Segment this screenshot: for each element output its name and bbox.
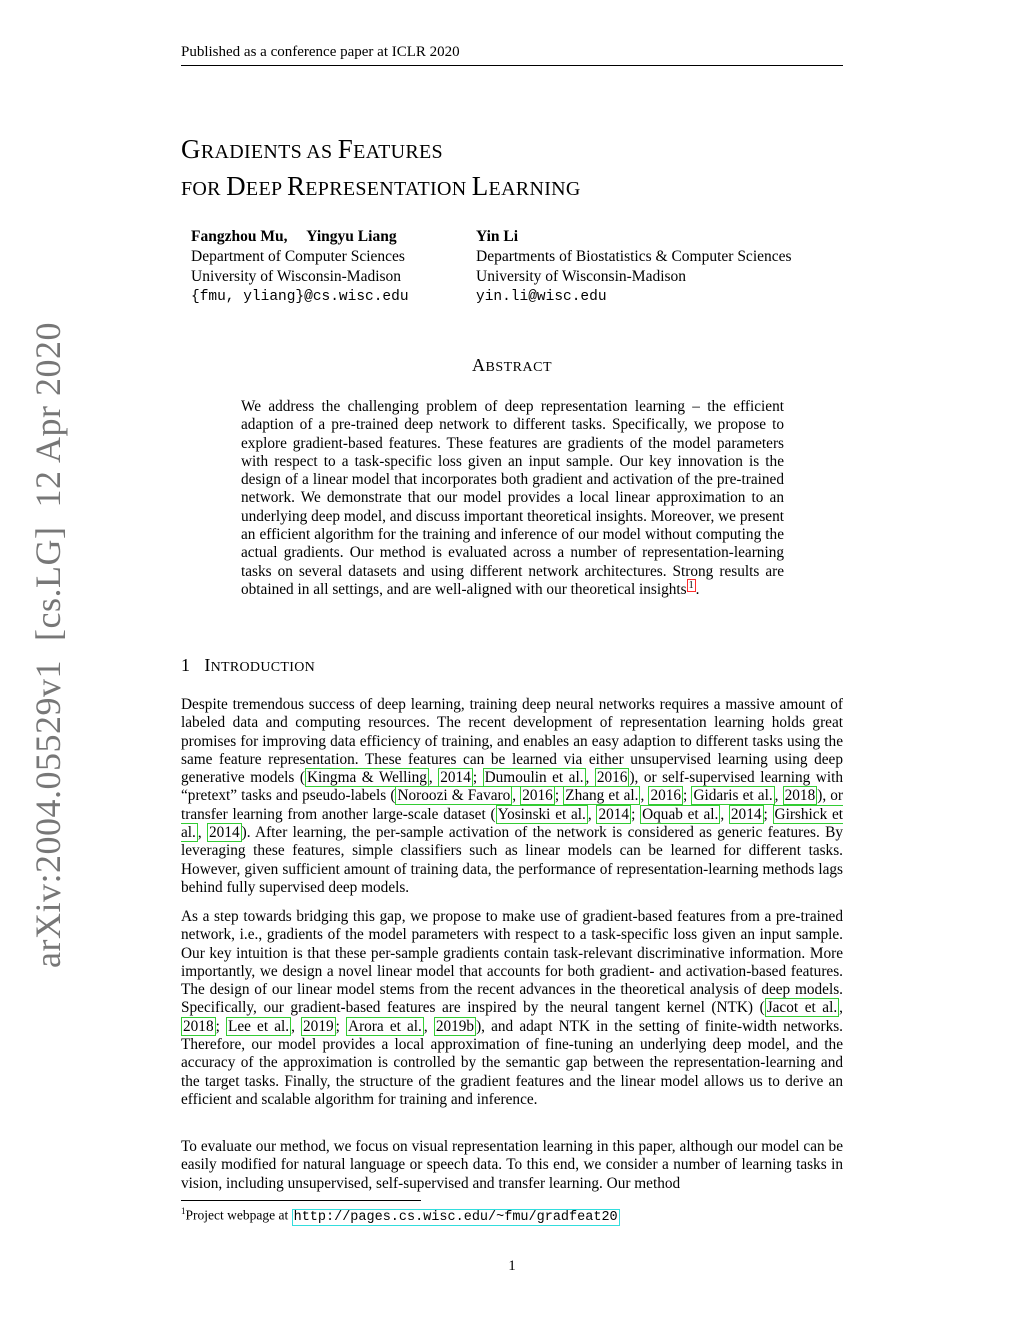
paragraph-text: , [423,1017,434,1035]
paragraph-text: As a step towards bridging this gap, we propose to make use of gradient-based features from a pre-trained network, i.e., gradients of the model parameters with respect to a task-specific loss given an input sample. Our key intuition is that these per-sample gradients contain task-relevant discriminative information. More importantly, we design a novel linear model that accounts for both gradient- and activation-based features. The design of our linear model stems from the recent advances in the theoretical analysis of deep models. Specifically, our gradient-based features are inspired by the neural tangent kernel (NTK) ( [181,908,843,1017]
paragraph-text: , [774,787,783,805]
citation-link[interactable]: 2014 [598,805,630,823]
citation-link[interactable]: Noroozi & Favaro [397,787,511,805]
citation-link[interactable]: Girshick et al. [181,805,844,842]
citation-link[interactable]: Dumoulin et al. [484,769,584,787]
title-initial: L [471,171,489,201]
paragraph-text: ), or self-supervised learning with “pretext” tasks and pseudo-labels ( [181,769,844,805]
abstract-text [241,398,784,599]
paragraph-text: ; [554,787,564,805]
section-title-rest: NTRODUCTION [210,660,316,675]
footnote [181,1206,620,1225]
paragraph-text: ; [763,805,773,823]
citation-link[interactable]: Arora et al. [348,1017,422,1035]
citation-link[interactable]: Yosinski et al. [497,805,586,823]
intro-paragraph-2 [181,908,843,1109]
author-email: yin.li@wisc.edu [476,289,607,305]
citation-link[interactable]: 2016 [596,769,628,787]
abstract-body: We address the challenging problem of deep representation learning – the efficient adaption of a pre-trained deep network to different tasks. Specifically, we propose to explore gradient-based features. These features are gradients of the model parameters with respect to a task-specific loss given an input sample. Our key innovation is the design of a linear model that incorporates both gradient and activation of the pre-trained network. We demonstrate that our model provides a local linear approximation to an underlying deep model, and discuss important theoretical insights. Moreover, we present an efficient algorithm for the training and inference of our model without computing the actual gradients. Our method is evaluated across a number of representation-learning tasks on several datasets and using different network architectures. Strong results are obtained in all settings, and are well-aligned with our theoretical insights [241,398,784,598]
author-names: Fangzhou Mu, Yingyu Liang [191,228,397,245]
paragraph-text: , [428,769,439,787]
paragraph-text: ), or transfer learning from another large-scale dataset ( [181,787,844,823]
citation-link[interactable]: Gidaris et al. [693,787,773,805]
citation-link[interactable]: 2014 [440,769,471,787]
abstract-heading [0,355,1024,376]
paragraph-text: ; [631,805,641,823]
title-word: EARNING [488,178,581,200]
paragraph-text: , [585,769,595,787]
title-line-2 [181,169,581,206]
author-university: University of Wisconsin-Madison [476,268,687,285]
footnote-text: Project webpage at [185,1207,292,1223]
abstract-period: . [695,580,700,598]
page-number: 1 [508,1258,516,1274]
citation-link[interactable]: Kingma & Welling [306,769,427,787]
title-word: EEP [245,178,287,200]
title-word: FOR [181,178,227,200]
arxiv-stamp: arXiv:2004.05529v1 [cs.LG] 12 Apr 2020 [28,322,68,968]
citation-link[interactable]: Oquab et al. [642,805,719,823]
intro-paragraph-1 [181,696,843,897]
author-department: Department of Computer Sciences [191,248,405,265]
citation-link[interactable]: 2016 [522,787,553,805]
citation-link[interactable]: Zhang et al. [565,787,639,805]
author-department: Departments of Biostatistics & Computer Sciences [476,248,792,265]
author-block-2 [476,227,792,307]
citation-link[interactable]: 2018 [784,787,816,805]
paragraph-text: , [197,824,208,842]
paragraph-text: , [640,787,649,805]
author-university: University of Wisconsin-Madison [191,268,402,285]
intro-paragraph-3: To evaluate our method, we focus on visual representation learning in this paper, although our model can be easily modified for natural language or speech data. To this end, we consider a number of learning tasks in vision, including unsupervised, self-supervised and transfer learning. Our method [181,1138,843,1192]
citation-link[interactable]: 2014 [730,805,762,823]
project-webpage-link[interactable]: http://pages.cs.wisc.edu/~fmu/gradfeat20 [293,1209,618,1225]
author-names: Yin Li [476,228,519,245]
abstract-heading-rest: BSTRACT [485,360,552,375]
author-email: {fmu, yliang}@cs.wisc.edu [191,289,409,305]
footnote-ref-link[interactable]: 1 [688,579,694,591]
abstract-heading-initial: A [471,355,486,375]
paragraph-text: ; [215,1017,226,1035]
section-heading-introduction [181,655,315,676]
citation-link[interactable]: 2019 [303,1017,334,1035]
citation-link[interactable]: 2016 [650,787,682,805]
title-initial: R [286,171,306,201]
title-word: EATURES [353,141,443,163]
title-initial: F [337,134,354,164]
paragraph-text: , [839,999,843,1017]
paragraph-text: ; [683,787,692,805]
paragraph-text: , [587,805,597,823]
title-word: EPRESENTATION [305,178,472,200]
paragraph-text: , [291,1017,302,1035]
paragraph-text: Despite tremendous success of deep learning, training deep neural networks requires a massive amount of labeled data and computing resources. The recent development of representation learning holds great promises for improving data efficiency of training, and enables an easy adaption to different tasks using the same feature representation. These features can be learned via either unsupervised learning using deep generative models ( [181,696,843,787]
paragraph-text: ), and adapt NTK in the setting of finite-width networks. Therefore, our model provides a local approximation of fine-tuning an underlying deep model, and the accuracy of the approximation is controlled by the semantic gap between the representation-learning and the target tasks. Finally, the structure of the gradient features and the linear model allows us to derive an efficient and scalable algorithm for training and inference. [181,1017,844,1108]
header-rule [181,65,843,66]
paragraph-text: , [512,787,521,805]
paragraph-text: ; [472,769,483,787]
author-block-1 [191,227,409,307]
citation-link[interactable]: 2018 [183,1017,214,1035]
section-initial: I [204,655,211,675]
paper-title [181,132,581,206]
citation-link[interactable]: 2019b [435,1017,475,1035]
footnote-rule [181,1200,421,1201]
title-initial: G [181,134,201,164]
title-line-1 [181,132,581,169]
paragraph-text: ). After learning, the per-sample activation of the network is considered as generic features. By leveraging these features, simple classifiers such as linear models can be learned for different tasks. However, given sufficient amount of training data, the performance of representation-learning methods lags behind fully supervised deep models. [181,824,843,896]
citation-link[interactable]: 2014 [209,824,240,842]
citation-link[interactable]: Jacot et al. [766,999,838,1017]
footnote-mark: 1 [181,1206,186,1216]
section-number: 1 [181,655,191,675]
paragraph-text: , [720,805,729,823]
title-initial: D [226,171,246,201]
running-header: Published as a conference paper at ICLR 2020 [181,44,460,60]
paragraph-text: ; [335,1017,347,1035]
title-word: RADIENTS AS [200,141,338,163]
citation-link[interactable]: Lee et al. [227,1017,290,1035]
